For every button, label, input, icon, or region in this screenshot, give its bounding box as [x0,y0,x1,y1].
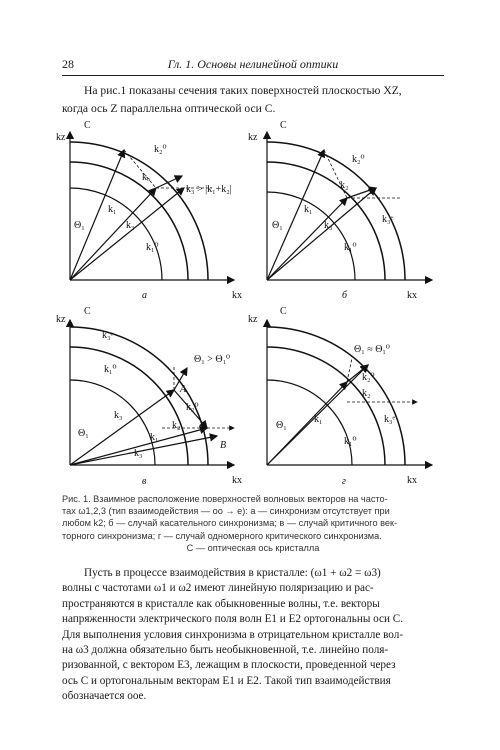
panel-v-tag: в [142,476,147,487]
panel-v-label-a: A [180,384,187,395]
panel-v-label-k2: k₂ [172,420,181,431]
panel-v-kz: kz [56,314,66,325]
panel-v-label-k10: k₁⁰ [104,364,117,375]
figure-svg [56,110,444,505]
panel-v [56,306,242,487]
panel-v-label-k1: k₁ [150,432,159,443]
panel-g [248,306,432,487]
panel-v-kx: kx [232,475,242,486]
body-line-4: напряженности электрического поля волн E1 и E2 ортогональны оси C. [62,613,404,626]
panel-a-label-k1: k₁ [108,204,117,215]
caption-line-5: С — оптическая ось кристалла [186,542,320,553]
panel-g-kz: kz [248,314,258,325]
panel-b [248,120,432,301]
panel-b-c: C [280,120,287,131]
panel-b-kz: kz [248,132,258,143]
body-line-8: ось C и ортогональным векторам E1 и E2. Такой тип взаимодействия [62,674,391,687]
figure-wave-vector-surfaces [56,110,444,505]
caption-line-3: любом k2; б — случай касательного синхронизма; в — случай критичного век- [62,518,398,529]
panel-g-kx: kx [407,475,417,486]
panel-g-label-k2: k₂ [362,388,371,399]
panel-b-tag: б [342,290,348,301]
panel-g-tag: г [342,476,346,487]
body-line-1: Пусть в процессе взаимодействия в кристалле: (ω1 + ω2 = ω3) [84,567,381,579]
running-title: Гл. 1. Основы нелинейной оптики [167,57,339,71]
panel-v-label-k3e: k₃ᵉ [102,330,114,341]
panel-g-label-thetacond: Θ₁ ≈ Θ₁⁰ [354,344,390,355]
caption-line-1: Рис. 1. Взаимное расположение поверхностей волновых векторов на часто- [62,494,388,504]
panel-b-label-k10: k₁⁰ [344,242,357,253]
panel-a-label-k2: kₒ [142,172,150,183]
panel-a-tag: а [142,290,147,301]
panel-v-label-k20: k₂⁰ [186,402,199,413]
panel-g-label-k1: k₁ [314,414,323,425]
panel-v-c: C [84,306,91,317]
body-line-3: пространяются в кристалле как обыкновенные волны, т.е. векторы [62,597,380,610]
body-line-5: Для выполнения условия синхронизма в отрицательном кристалле вол- [62,628,404,641]
panel-a-label-k3cond: k₃ > |k₁+k₂| [186,184,232,195]
intro-line-2: когда ось Z параллельна оптической оси C. [62,102,276,115]
header-rule [62,75,444,76]
panel-a [56,120,242,301]
panel-b-label-theta: Θ₁ [272,220,283,231]
body-line-2: волны с частотами ω1 и ω2 имеют линейную поляризацию и рас- [62,582,374,595]
panel-b-label-k3: k₃ [324,220,333,231]
panel-b-label-k3e: k₃ᵉ [382,214,394,225]
panel-v-label-theta: Θ₁ [78,428,89,439]
panel-a-c: C [84,120,91,131]
page-header [62,57,444,75]
panel-b-kx: kx [407,290,417,301]
panel-b-label-k1: k₁ [304,204,313,215]
panel-g-label-theta: Θ₁ [276,420,287,431]
panel-b-label-k2: k₂ [340,180,349,191]
figure-caption [62,493,444,554]
panel-g-label-k10: k₁⁰ [344,436,357,447]
panel-g-c: C [280,306,287,317]
caption-line-2: тах ω1,2,3 (тип взаимодействия — оо → е): а — синхронизм отсутствует при [62,506,390,517]
panel-a-label-k3: k₃ [126,220,135,231]
panel-b-label-k20: k₂⁰ [352,154,365,165]
body-line-9: обозначается ooe. [62,690,147,703]
caption-line-4: торного синхронизма; г — случай одномерного критического синхронизма. [62,530,382,541]
panel-v-label-b: B [220,440,227,451]
body-paragraph [62,566,444,705]
panel-a-label-k20: k₂⁰ [154,144,167,155]
panel-v-label-k3b: k₃ [134,448,143,459]
page-number: 28 [62,57,74,71]
body-line-7: ризованной, с вектором E3, лежащим в плоскости, проведенной через [62,659,396,672]
panel-v-label-k3a: k₃ [114,410,123,421]
intro-line-1: На рис.1 показаны сечения таких поверхностей плоскостью XZ, [84,84,402,97]
panel-a-kz: kz [56,132,66,143]
panel-v-label-thetacond: Θ₁ > Θ₁⁰ [194,354,231,365]
panel-g-label-k3e: k₃ᵉ [384,414,396,425]
panel-a-kx: kx [232,290,242,301]
panel-a-label-theta: Θ₁ [74,220,85,231]
body-line-6: на ω3 должна обязательно быть необыкновенной, т.е. линейно поля- [62,644,389,657]
panel-a-label-k10: k₁⁰ [146,242,159,253]
panel-g-label-k20: k₂⁰ [362,372,375,383]
